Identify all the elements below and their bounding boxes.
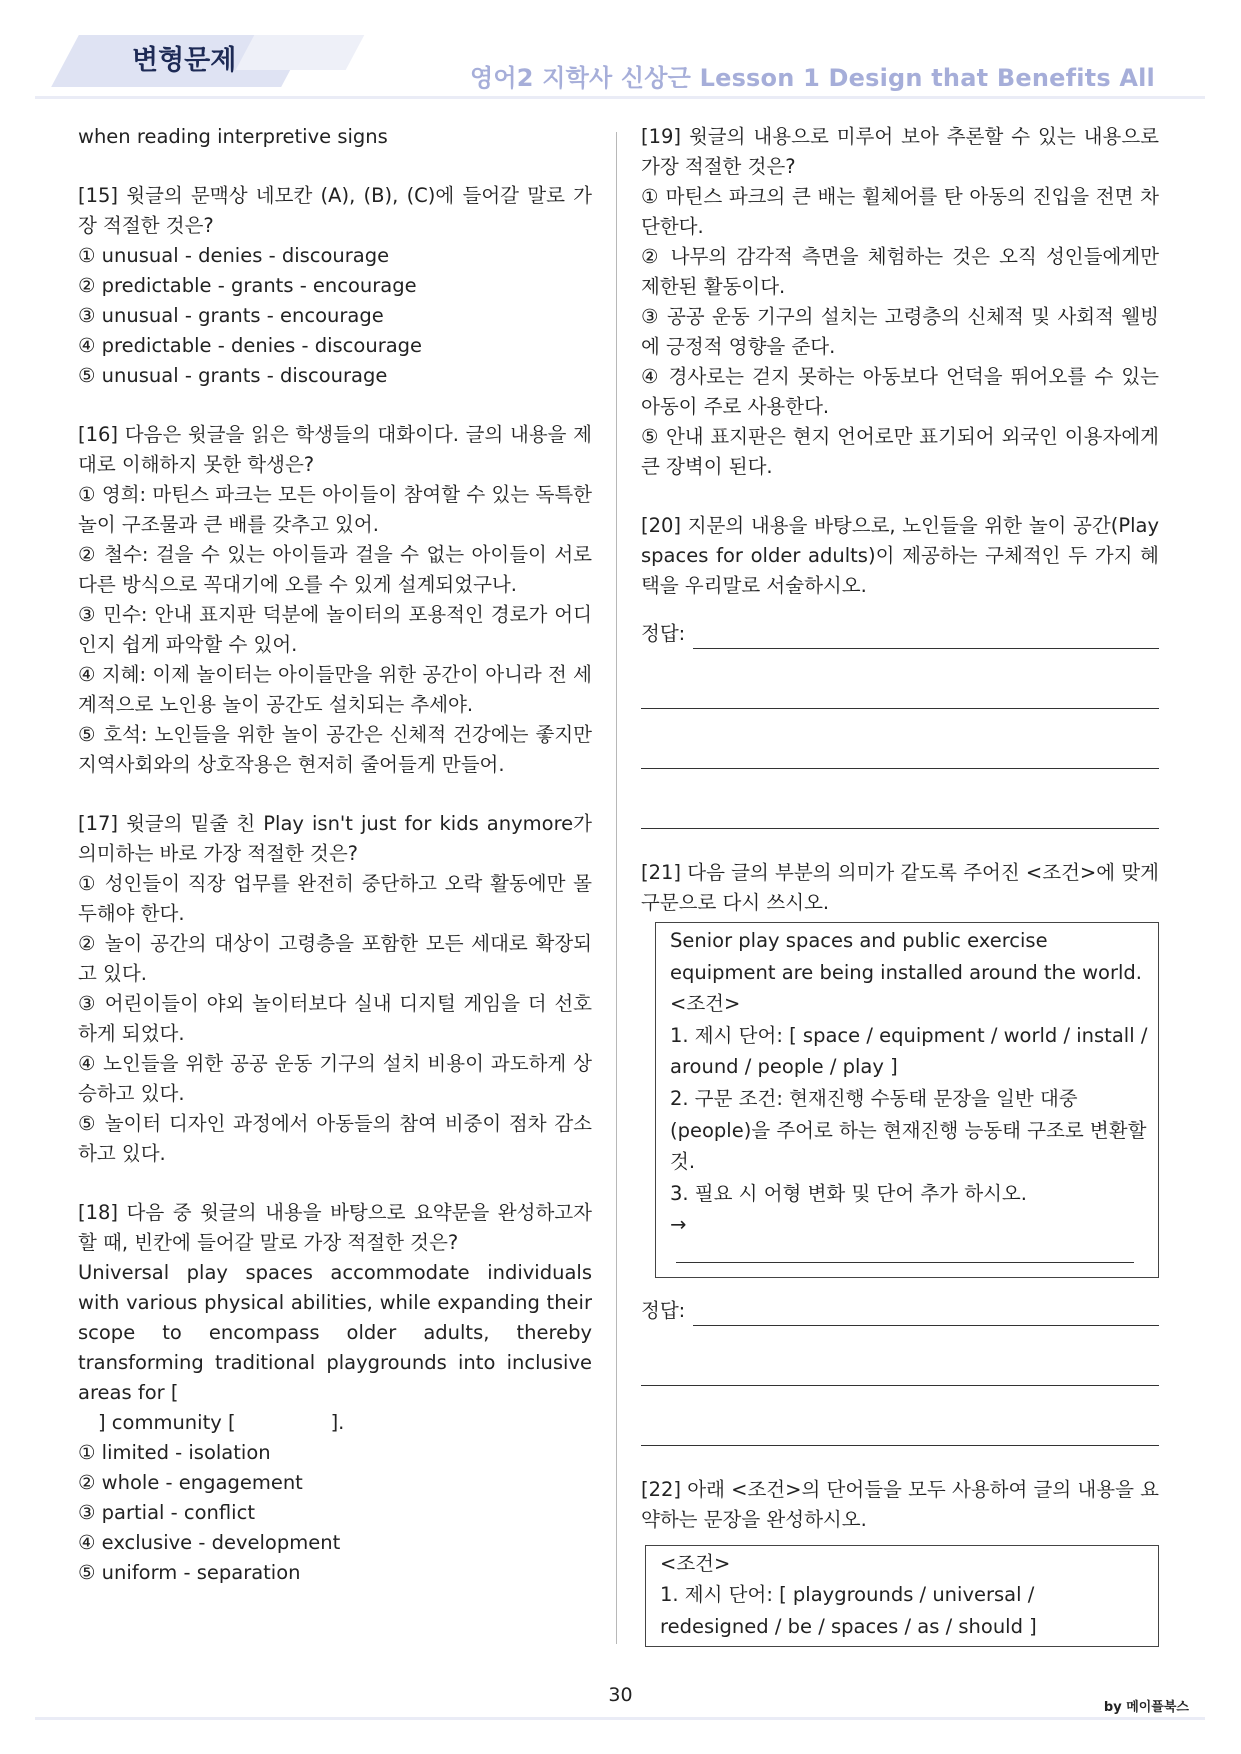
answer-field[interactable]: [641, 1292, 1159, 1326]
condition-item: 1. 제시 단어: [ playgrounds / universal / redesigned / be / spaces / as / should ]: [660, 1583, 1037, 1638]
footer-divider: [35, 1717, 1205, 1720]
question-21: [641, 858, 1159, 1446]
question-16: [78, 420, 592, 780]
arrow: →: [670, 1213, 687, 1237]
summary-part: ].: [330, 1411, 345, 1434]
option[interactable]: ② 놀이 공간의 대상이 고령층을 포함한 모든 세대로 확장되고 있다.: [78, 932, 592, 985]
question-stem: [22] 아래 <조건>의 단어들을 모두 사용하여 글의 내용을 요약하는 문장을 완성하시오.: [641, 1477, 1159, 1531]
answer-line[interactable]: [641, 1421, 1159, 1446]
option[interactable]: ④ predictable - denies - discourage: [78, 334, 423, 357]
option[interactable]: ④ exclusive - development: [78, 1531, 341, 1554]
summary-part: Universal play spaces accommodate individuals with various physical abilities, while expanding their scope to encompass older adults, thereby transforming traditional playgrounds into inclusive areas for [: [78, 1261, 592, 1404]
answer-field[interactable]: [641, 615, 1159, 649]
question-stem: [17] 윗글의 밑줄 친 Play isn't just for kids anymore가 의미하는 바로 가장 적절한 것은?: [78, 812, 592, 865]
condition-item: 2. 구문 조건: 현재진행 수동태 문장을 일반 대중(people)을 주어로 하는 현재진행 능동태 구조로 변환할 것.: [670, 1086, 1147, 1174]
option[interactable]: ③ unusual - grants - encourage: [78, 304, 384, 327]
option[interactable]: ⑤ unusual - grants - discourage: [78, 364, 388, 387]
answer-line[interactable]: [641, 804, 1159, 829]
option[interactable]: ④ 지혜: 이제 놀이터는 아이들만을 위한 공간이 아니라 전 세계적으로 노인용 놀이 공간도 설치되는 추세야.: [78, 663, 592, 716]
lesson-title: 영어2 지학사 신상근 Lesson 1 Design that Benefits All: [469, 64, 1155, 92]
rewrite-blank[interactable]: [676, 1244, 1134, 1263]
publisher-byline: by 메이플북스: [1103, 1700, 1189, 1715]
tag-accent-shape: [236, 35, 365, 70]
column-divider: [616, 132, 617, 1644]
option[interactable]: ① 영희: 마틴스 파크는 모든 아이들이 참여할 수 있는 독특한 놀이 구조물과 큰 배를 갖추고 있어.: [78, 483, 592, 536]
answer-line[interactable]: [641, 744, 1159, 769]
question-19: [641, 122, 1159, 482]
question-stem: [15] 윗글의 문맥상 네모칸 (A), (B), (C)에 들어갈 말로 가장 적절한 것은?: [78, 184, 592, 237]
option[interactable]: ② 나무의 감각적 측면을 체험하는 것은 오직 성인들에게만 제한된 활동이다.: [641, 245, 1159, 298]
question-18: [78, 1198, 592, 1588]
header-divider: [35, 96, 1205, 99]
summary-text: [78, 1258, 592, 1438]
option[interactable]: ⑤ 놀이터 디자인 과정에서 아동들의 참여 비중이 점차 감소하고 있다.: [78, 1112, 592, 1165]
option[interactable]: ② 철수: 걸을 수 있는 아이들과 걸을 수 없는 아이들이 서로 다른 방식으로 꼭대기에 오를 수 있게 설계되었구나.: [78, 543, 592, 596]
option[interactable]: ① 마틴스 파크의 큰 배는 휠체어를 탄 아동의 진입을 전면 차단한다.: [641, 185, 1159, 238]
option[interactable]: ③ partial - conflict: [78, 1501, 255, 1524]
option[interactable]: ② whole - engagement: [78, 1471, 303, 1494]
answer-line[interactable]: [641, 684, 1159, 709]
condition-item: 3. 필요 시 어형 변화 및 단어 추가 하시오.: [670, 1181, 1027, 1205]
question-stem: [19] 윗글의 내용으로 미루어 보아 추론할 수 있는 내용으로 가장 적절한 것은?: [641, 125, 1159, 178]
option[interactable]: ④ 경사로는 걷지 못하는 아동보다 언덕을 뛰어오를 수 있는 아동이 주로 사용한다.: [641, 365, 1159, 418]
condition-title: <조건>: [670, 992, 741, 1016]
question-stem: [21] 다음 글의 부분의 의미가 같도록 주어진 <조건>에 맞게 구문으로 다시 쓰시오.: [641, 861, 1159, 914]
option[interactable]: ⑤ 호석: 노인들을 위한 놀이 공간은 신체적 건강에는 좋지만 지역사회와의 상호작용은 현저히 줄어들게 만들어.: [78, 723, 592, 776]
question-stem: [20] 지문의 내용을 바탕으로, 노인들을 위한 놀이 공간(Play spaces for older adults)이 제공하는 구체적인 두 가지 혜택을 우리말로 서술하시오.: [641, 514, 1159, 597]
question-22: [641, 1475, 1159, 1648]
question-stem: [18] 다음 중 윗글의 내용을 바탕으로 요약문을 완성하고자 할 때, 빈칸에 들어갈 말로 가장 적절한 것은?: [78, 1201, 592, 1254]
option[interactable]: ③ 민수: 안내 표지판 덕분에 놀이터의 포용적인 경로가 어디인지 쉽게 파악할 수 있어.: [78, 603, 592, 656]
option[interactable]: ① limited - isolation: [78, 1441, 271, 1464]
option[interactable]: ③ 공공 운동 기구의 설치는 고령층의 신체적 및 사회적 웰빙에 긍정적 영향을 준다.: [641, 305, 1159, 358]
answer-line[interactable]: [693, 624, 1159, 649]
page-header: [0, 0, 1241, 100]
passage-fragment: when reading interpretive signs: [78, 125, 388, 148]
option[interactable]: ① unusual - denies - discourage: [78, 244, 390, 267]
option[interactable]: ② predictable - grants - encourage: [78, 274, 417, 297]
option[interactable]: ⑤ 안내 표지판은 현지 언어로만 표기되어 외국인 이용자에게 큰 장벽이 된다.: [641, 425, 1159, 478]
answer-label: 정답:: [641, 1298, 686, 1322]
option[interactable]: ① 성인들이 직장 업무를 완전히 중단하고 오락 활동에만 몰두해야 한다.: [78, 872, 592, 925]
question-15: [78, 181, 592, 391]
condition-box: [655, 922, 1159, 1278]
question-stem: [16] 다음은 윗글을 읽은 학생들의 대화이다. 글의 내용을 제대로 이해하지 못한 학생은?: [78, 423, 592, 476]
option[interactable]: ④ 노인들을 위한 공공 운동 기구의 설치 비용이 과도하게 상승하고 있다.: [78, 1052, 592, 1105]
right-column: [641, 122, 1159, 1647]
answer-line[interactable]: [693, 1301, 1159, 1326]
rewrite-line[interactable]: [670, 1209, 1148, 1272]
box-sentence: Senior play spaces and public exercise equipment are being installed around the world.: [670, 929, 1142, 984]
option[interactable]: ⑤ uniform - separation: [78, 1561, 301, 1584]
answer-label: 정답:: [641, 622, 686, 645]
condition-item: 1. 제시 단어: [ space / equipment / world / install / around / people / play ]: [670, 1023, 1148, 1079]
section-tag: 변형문제: [132, 45, 237, 76]
answer-line[interactable]: [641, 1361, 1159, 1386]
left-column: [78, 122, 592, 1588]
question-20: [641, 511, 1159, 829]
option[interactable]: ③ 어린이들이 야외 놀이터보다 실내 디지털 게임을 더 선호하게 되었다.: [78, 992, 592, 1045]
summary-part: ] community [: [98, 1411, 236, 1434]
condition-title: <조건>: [660, 1551, 731, 1575]
question-17: [78, 809, 592, 1169]
page-number: 30: [608, 1684, 633, 1706]
condition-box: [645, 1545, 1159, 1648]
